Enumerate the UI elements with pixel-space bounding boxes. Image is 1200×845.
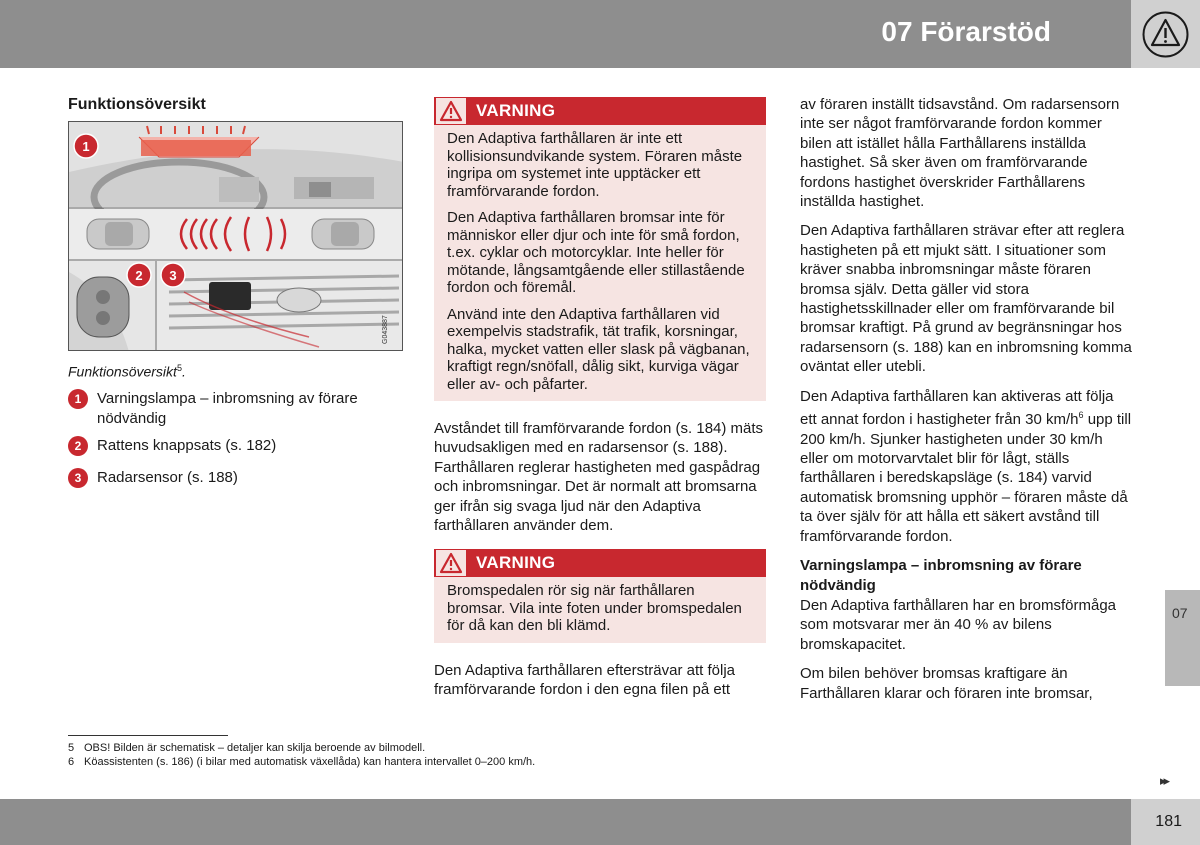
warning-triangle-icon: [436, 98, 466, 124]
warning-paragraph: Bromspedalen rör sig när farthållaren bromsar. Vila inte foten under bromspedalen för då kan den bli klämd.: [447, 582, 742, 635]
body-text: [434, 661, 766, 700]
footnote: 6 Köassistenten (s. 186) (i bilar med automatisk växellåda) kan hantera intervallet 0–200 km/h.: [68, 756, 536, 768]
warning-label: VARNING: [476, 553, 556, 573]
section-title: Funktionsöversikt: [68, 96, 206, 113]
warning-header: [434, 549, 766, 577]
legend-text: Varningslampa – inbromsning av förare nödvändig: [97, 389, 358, 427]
warning-header: [434, 97, 766, 125]
footnotes: [68, 741, 535, 769]
subheading: Varningslampa – inbromsning av förare nödvändig: [800, 556, 1082, 594]
function-overview-illustration: [69, 122, 403, 351]
paragraph: av föraren inställt tidsavstånd. Om radarsensorn inte ser något framförvarande fordon kommer bilen att istället hålla Farthållarens inställda hastighet. Så sker även om framförvarande fordons hastighet överskrider Farthållarens inställda hastighet.: [800, 96, 1120, 211]
double-arrow-right-icon: ▸▸: [1160, 773, 1168, 788]
warning-box: [434, 549, 766, 643]
legend-text: Rattens knappsats (s. 182): [97, 436, 277, 454]
chapter-icon-box: [1131, 0, 1200, 68]
svg-text:2: 2: [135, 268, 143, 283]
page-number-box: [1131, 799, 1200, 845]
callout-number: 1: [68, 389, 88, 409]
lead-car-icon: [312, 219, 374, 249]
svg-text:3: 3: [169, 268, 177, 283]
paragraph: Den Adaptiva farthållaren har en bromsförmåga som motsvarar mer än 40 % av bilens bromskapacitet.: [800, 596, 1117, 653]
paragraph: Den Adaptiva farthållaren strävar efter att reglera hastigheten på ett mjukt sätt. I situationer som kräver snabba inbromsningar måste föraren bromsa själv. Detta gäller vid stora hastighetsskillnader eller om framförvarande bil bromsar kraftigt. På grund av begränsningar hos radarsensorn (s. 188) kan en inbromsning komma oväntat eller utebli.: [800, 222, 1132, 376]
warning-box: [434, 97, 766, 401]
paragraph: Den Adaptiva farthållaren kan aktiveras att följa ett annat fordon i hastigheter från 30 $km/h^6$ upp till 200 km/h. Sjunker hastigheten under 30 km/h eller om motorvarvtalet blir för lågt, ställs farthållaren i beredskapsläge (s. 184) varvid automatisk bromsning upphör – föraren måste då ta över själv för att hålla ett säkert avstånd till framförvarande fordon.: [800, 387, 1132, 545]
callout-number: 3: [68, 468, 88, 488]
figure-code: G043887: [382, 315, 389, 344]
legend-item: [68, 389, 403, 429]
callout-2: [127, 263, 151, 287]
svg-text:1: 1: [82, 139, 90, 154]
page-number: 181: [1155, 813, 1182, 830]
figure-caption: Funktionsöversikt$^5$.: [68, 363, 186, 380]
callout-3: [161, 263, 185, 287]
column-middle: [434, 97, 766, 710]
warning-triangle-icon: [436, 550, 466, 576]
warning-paragraph: Den Adaptiva farthållaren bromsar inte för människor eller djur och inte för små fordon, t.ex. cyklar och motorcyklar. Inte heller för mötande, långsamtgående eller stillastående fordon och föremål.: [447, 209, 745, 296]
chapter-number: 07: [1172, 605, 1188, 621]
callout-1: [74, 134, 98, 158]
warning-body: [434, 577, 766, 643]
warning-paragraph: Den Adaptiva farthållaren är inte ett kollisionsundvikande system. Föraren måste ingripa om systemet inte upptäcker ett framförvarande fordon.: [447, 130, 743, 200]
page-header: [0, 0, 1131, 68]
column-right: [800, 95, 1132, 713]
chapter-side-tab: [1165, 590, 1200, 686]
page-footer: [0, 799, 1131, 845]
warning-label: VARNING: [476, 101, 556, 120]
paragraph: Avståndet till framförvarande fordon (s. 184) mäts huvudsakligen med en radarsensor (s. 188). Farthållaren reglerar hastigheten med gaspådrag och inbromsningar. Det är normalt att bromsarna ger ifrån sig svaga ljud när den Adaptiva farthållaren använder dem.: [434, 420, 764, 535]
legend-text: Radarsensor (s. 188): [97, 468, 238, 486]
legend-item: [68, 436, 403, 456]
warning-paragraph: Använd inte den Adaptiva farthållaren vid exempelvis stadstrafik, tät trafik, korsningar, halka, mycket vatten eller slask på vägbanan, kraftigt regn/snöfall, dålig sikt, kurviga vägar eller av- och påfarter.: [447, 305, 750, 393]
paragraph: Den Adaptiva farthållaren eftersträvar att följa framförvarande fordon i den egna filen på ett: [434, 661, 735, 699]
function-overview-figure: [68, 121, 403, 351]
warning-body: [434, 125, 766, 401]
chapter-title: 07 Förarstöd: [881, 16, 1051, 47]
warning-triangle-icon: [1141, 10, 1190, 59]
body-text: [434, 419, 766, 535]
own-car-icon: [87, 219, 149, 249]
legend-item: [68, 468, 403, 488]
footnote-divider: [68, 735, 228, 736]
column-left: [68, 95, 403, 488]
paragraph: Om bilen behöver bromsas kraftigare än Farthållaren klarar och föraren inte bromsar,: [800, 665, 1093, 702]
callout-number: 2: [68, 436, 88, 456]
footnote: 5 OBS! Bilden är schematisk – detaljer kan skilja beroende av bilmodell.: [68, 742, 426, 754]
